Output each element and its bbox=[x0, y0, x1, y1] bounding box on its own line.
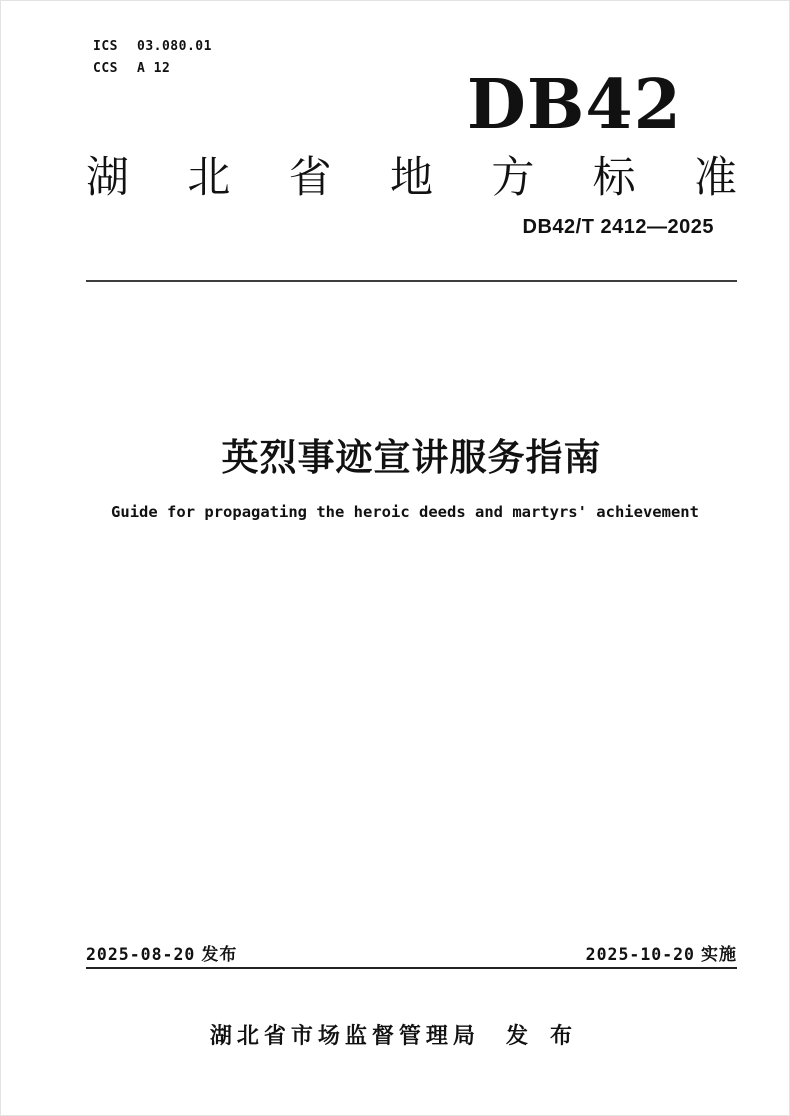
issue-label: 发布 bbox=[201, 945, 238, 964]
classification-codes bbox=[93, 36, 212, 80]
document-title-en: Guide for propagating the heroic deeds and martyrs' achievement bbox=[111, 503, 699, 521]
db42-logo: DB42 bbox=[466, 65, 682, 145]
ccs-code bbox=[93, 58, 212, 80]
standard-char: 湖 bbox=[86, 154, 129, 202]
standard-char: 准 bbox=[693, 154, 737, 202]
standard-char: 标 bbox=[592, 154, 636, 202]
document-title-cn: 英烈事迹宣讲服务指南 bbox=[221, 437, 602, 478]
issue-date-group bbox=[86, 940, 237, 965]
implementation-label: 实施 bbox=[701, 945, 737, 964]
publisher-row bbox=[1, 1019, 789, 1050]
standard-char: 方 bbox=[491, 154, 535, 202]
standard-type-title bbox=[86, 155, 737, 202]
ccs-value: A 12 bbox=[137, 61, 171, 76]
standard-char: 地 bbox=[389, 154, 433, 202]
implementation-date-group bbox=[586, 940, 737, 965]
standard-char: 北 bbox=[187, 154, 231, 202]
ics-label: ICS bbox=[93, 39, 118, 54]
document-number: DB42/T 2412—2025 bbox=[522, 216, 714, 238]
publisher-name: 湖北省市场监督管理局 bbox=[209, 1023, 480, 1048]
ics-code bbox=[93, 36, 212, 58]
ccs-label: CCS bbox=[93, 61, 118, 76]
ics-value: 03.080.01 bbox=[137, 39, 212, 54]
dates-row bbox=[86, 940, 737, 965]
bottom-rule bbox=[86, 967, 737, 969]
top-rule bbox=[86, 280, 737, 282]
standard-char: 省 bbox=[288, 154, 332, 202]
implementation-date: 2025-10-20 bbox=[585, 945, 695, 964]
publish-label: 发 布 bbox=[505, 1023, 581, 1048]
issue-date: 2025-08-20 bbox=[86, 945, 196, 964]
